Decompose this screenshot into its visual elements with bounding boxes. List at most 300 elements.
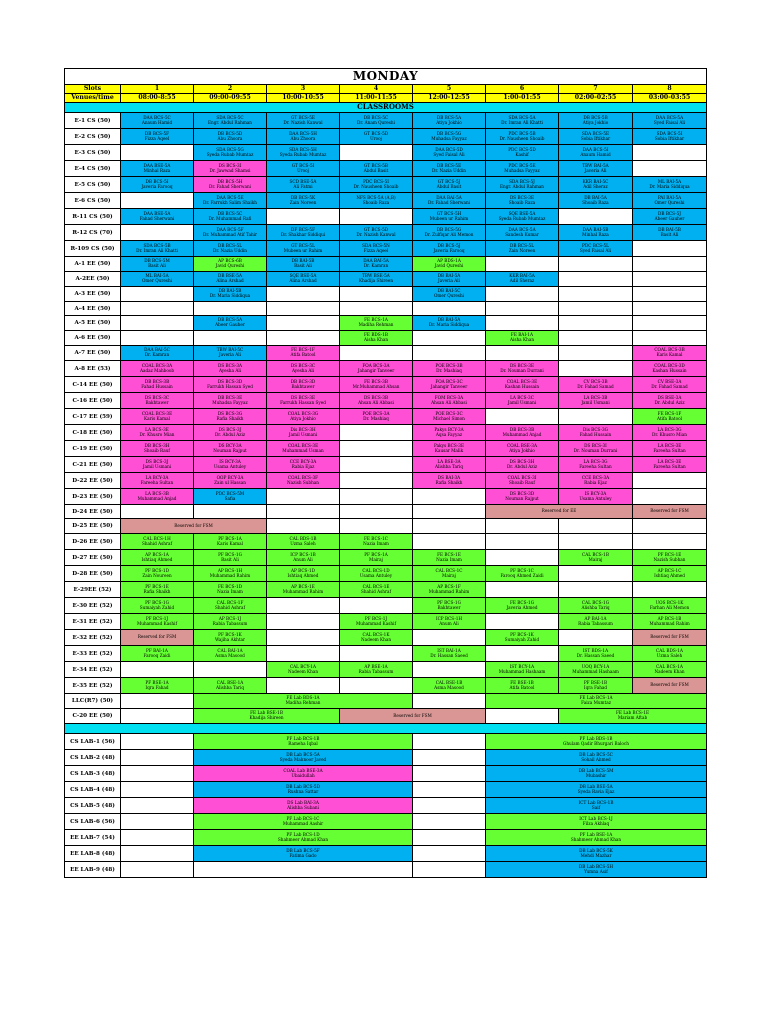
class-cell	[121, 129, 194, 145]
course-code: CCE BCS-3A	[581, 474, 610, 480]
course-code: DB Lab BCS-5C	[579, 751, 613, 757]
class-cell	[194, 441, 267, 457]
class-cell	[194, 241, 267, 257]
class-cell	[486, 830, 707, 846]
course-code: LA BCY-3A	[145, 474, 169, 480]
instructor-name: Jamil Usmani	[142, 463, 172, 469]
venue-label: C-18 EE (50)	[65, 425, 121, 441]
instructor-name: Anum Ali	[293, 556, 313, 562]
instructor-name: Anum Ali	[439, 620, 459, 626]
course-code: PF BCS-1J	[364, 615, 388, 621]
class-cell	[194, 534, 267, 550]
empty-cell	[486, 519, 559, 534]
instructor-name: Mehdi Mazhar	[580, 852, 612, 858]
class-cell	[340, 331, 413, 346]
instructor-name: Alishba Tariq	[434, 463, 464, 469]
empty-cell	[413, 489, 486, 505]
instructor-name: Muhammad Anjad	[502, 431, 542, 437]
class-cell	[486, 241, 559, 257]
instructor-name: Abeer Gauher	[654, 215, 685, 221]
course-code: DB Lab BCS-5H	[578, 863, 614, 869]
course-code: DS BSE-3A	[657, 394, 682, 400]
table-row	[65, 694, 707, 709]
venue-label: A-8 EE (53)	[65, 361, 121, 377]
empty-cell	[486, 316, 559, 331]
table-row	[65, 225, 707, 241]
empty-cell	[340, 287, 413, 302]
course-code: DB Lab BSE-5A	[579, 783, 613, 789]
empty-cell	[340, 678, 413, 694]
class-cell	[267, 257, 340, 272]
class-cell	[633, 598, 707, 614]
empty-cell	[121, 505, 194, 519]
class-cell	[413, 425, 486, 441]
reserved-cell	[121, 630, 194, 646]
class-cell	[267, 409, 340, 425]
course-code: DB BCS-3B	[509, 426, 535, 432]
course-code: GT BCS-5H	[436, 210, 462, 216]
empty-cell	[486, 534, 559, 550]
course-code: Reserved for FSM	[650, 508, 689, 514]
instructor-name: Shahid Ashraf	[214, 604, 246, 610]
instructor-name: Alishba Subani	[287, 804, 319, 810]
course-code: AP BCS-1F	[437, 583, 461, 589]
instructor-name: Dr. Maria Siddiqua	[649, 183, 690, 189]
instructor-name: Rabia Tabassum	[578, 620, 613, 626]
class-cell	[194, 766, 413, 782]
class-cell	[340, 361, 413, 377]
instructor-name: Shoaib Raza	[582, 199, 609, 205]
course-code: DAA BCS-5D	[435, 146, 463, 152]
empty-cell	[340, 505, 413, 519]
course-code: DB BCS-5J	[437, 242, 461, 248]
course-code: AP BCS-1D	[291, 567, 315, 573]
course-code: DB BCS-5M	[144, 258, 170, 264]
instructor-name: Shoaib Rauf	[144, 447, 170, 453]
instructor-name: Iqra Fahad	[145, 684, 169, 690]
course-code: PF BCS-1D	[145, 567, 169, 573]
instructor-name: Basit Ali	[148, 263, 166, 268]
table-row	[65, 582, 707, 598]
class-cell	[194, 582, 267, 598]
empty-cell	[267, 302, 340, 316]
instructor-name: Minhal Raza	[143, 167, 171, 173]
class-cell	[413, 441, 486, 457]
class-cell	[486, 489, 559, 505]
table-row	[65, 550, 707, 566]
class-cell	[633, 646, 707, 662]
instructor-name: Omer Qureshi	[141, 278, 172, 283]
class-cell	[340, 161, 413, 177]
class-cell	[559, 441, 633, 457]
class-cell	[267, 393, 340, 409]
venue-label: E-34 EE (52)	[65, 662, 121, 678]
class-cell	[486, 272, 559, 287]
instructor-name: Atifa Batool	[657, 415, 682, 421]
instructor-name: Minhal Raza	[582, 231, 609, 237]
class-cell	[267, 161, 340, 177]
course-code: AP BSE-1A	[364, 663, 388, 669]
class-cell	[633, 209, 707, 225]
venue-label: CS LAB-4 (48)	[65, 782, 121, 798]
class-cell	[121, 534, 194, 550]
class-cell	[340, 550, 413, 566]
course-code: FE BSE-1B	[510, 679, 534, 685]
instructor-name: Jamil Usmani	[288, 431, 318, 437]
instructor-name: Dr. Muhammad Rafi	[208, 215, 252, 221]
course-code: SDA BCS-5A	[508, 114, 536, 120]
course-code: PF BCS-1J	[145, 615, 169, 621]
venue-label: E-3 CS (50)	[65, 145, 121, 161]
table-row	[65, 393, 707, 409]
class-cell	[267, 113, 340, 129]
empty-cell	[559, 316, 633, 331]
empty-cell	[413, 814, 486, 830]
class-cell	[559, 614, 633, 630]
slot-time-1: 08:00-8:55	[121, 94, 194, 103]
course-code: COAL BCS-3F	[287, 474, 319, 480]
instructor-name: Madiha Rehman	[285, 700, 321, 705]
course-code: DS BCS-3J	[145, 458, 169, 464]
class-cell	[267, 225, 340, 241]
course-code: DB BAI-5B	[218, 288, 242, 294]
course-code: DB Lab BCS-5F	[286, 847, 320, 853]
course-code: ICP BCS-1B	[290, 551, 316, 557]
class-cell	[340, 241, 413, 257]
class-cell	[413, 457, 486, 473]
class-cell	[559, 662, 633, 678]
course-code: CAL BCS-1H	[143, 535, 171, 541]
class-cell	[194, 316, 267, 331]
instructor-name: Dr. Jawwad Shamsi	[209, 167, 251, 173]
empty-cell	[340, 441, 413, 457]
class-cell	[486, 193, 559, 209]
instructor-name: Uzma Saleh	[290, 540, 316, 546]
class-cell	[340, 662, 413, 678]
instructor-name: Saif	[591, 804, 601, 810]
course-code: FE BCS-1F	[291, 347, 315, 353]
class-cell	[340, 630, 413, 646]
instructor-name: Dr. Mashiaq	[363, 415, 389, 421]
course-code: SDA BCS-5N	[362, 242, 390, 248]
empty-cell	[413, 534, 486, 550]
instructor-name: Madiha Rehman	[358, 322, 394, 327]
class-cell	[559, 129, 633, 145]
class-cell	[559, 225, 633, 241]
instructor-name: Dr. Maria Siddiqua	[428, 322, 470, 327]
instructor-name: Farooq Zaidi	[143, 652, 171, 658]
instructor-name: Mubashir	[585, 772, 607, 778]
course-code: FE BCS-3B	[364, 378, 388, 384]
slot-time-6: 1:00-01:55	[486, 94, 559, 103]
class-cell	[194, 798, 413, 814]
classrooms-band-label: CLASSROOMS	[65, 103, 707, 113]
instructor-name: Dr. Fahad Sherwani	[427, 199, 471, 205]
course-code: CAL BCS-1D	[362, 567, 390, 573]
empty-cell	[559, 630, 633, 646]
class-cell	[267, 361, 340, 377]
class-cell	[633, 377, 707, 393]
class-cell	[486, 630, 559, 646]
venue-label: E-29EE (52)	[65, 582, 121, 598]
course-code: DS BCS-3I	[584, 442, 607, 448]
course-code: DB BCS-5C	[363, 114, 389, 120]
class-cell	[194, 113, 267, 129]
instructor-name: Asma Masood	[215, 652, 245, 658]
instructor-name: Abdul Basit	[363, 167, 389, 173]
class-cell	[559, 161, 633, 177]
class-cell	[633, 550, 707, 566]
empty-cell	[340, 302, 413, 316]
class-cell	[121, 441, 194, 457]
time-row	[65, 94, 707, 103]
empty-cell	[486, 709, 559, 724]
timetable	[64, 68, 707, 878]
venue-label: A-4 EE (50)	[65, 302, 121, 316]
instructor-name: Urooj	[297, 167, 309, 173]
empty-cell	[121, 331, 194, 346]
class-cell	[194, 473, 267, 489]
instructor-name: Farooq Ahmed Zaidi	[500, 572, 544, 578]
class-cell	[194, 425, 267, 441]
empty-cell	[633, 272, 707, 287]
empty-cell	[559, 272, 633, 287]
instructor-name: Ali Fatmi	[293, 183, 313, 189]
course-code: OOP BCY-3A	[216, 474, 244, 480]
empty-cell	[340, 489, 413, 505]
course-code: DAA BCS-5A	[655, 114, 684, 120]
table-row	[65, 161, 707, 177]
empty-cell	[413, 830, 486, 846]
instructor-name: Dr. Imran Ali Khatti	[136, 247, 178, 253]
empty-cell	[633, 473, 707, 489]
instructor-name: Khadija Shireen	[249, 715, 284, 720]
instructor-name: Karis Kamal	[656, 352, 683, 357]
instructor-name: Aisha Khan	[363, 337, 389, 342]
instructor-name: Alina Arshad	[216, 278, 244, 283]
course-code: POE BCS-3A	[362, 410, 390, 416]
class-cell	[194, 489, 267, 505]
venue-label: D-26 EE (50)	[65, 534, 121, 550]
class-cell	[633, 113, 707, 129]
class-cell	[340, 393, 413, 409]
instructor-name: Shahmeer Ahmad Khan	[277, 836, 329, 842]
instructor-name: Rameha Iqbal	[288, 740, 318, 746]
table-row	[65, 473, 707, 489]
class-cell	[194, 678, 267, 694]
instructor-name: Muhammad Anjad	[137, 495, 177, 501]
table-row	[65, 113, 707, 129]
course-code: DS BCS-3D	[217, 378, 243, 384]
class-cell	[194, 598, 267, 614]
table-row	[65, 630, 707, 646]
course-code: PF BSE-1B	[583, 679, 608, 685]
course-code: SDA BCS-5J	[509, 178, 535, 184]
empty-cell	[121, 662, 194, 678]
instructor-name: Rushna Sattar	[287, 788, 319, 794]
course-code: PF BCS-1E	[657, 551, 682, 557]
reserved-cell	[633, 678, 707, 694]
instructor-name: Dr. Maria Siddiqua	[209, 293, 251, 298]
instructor-name: Kashan Hussain	[652, 367, 687, 373]
instructor-name: Fizza Aqeel	[144, 135, 170, 141]
course-code: Reserved for FSM	[650, 634, 689, 640]
empty-cell	[559, 519, 633, 534]
instructor-name: Javeria Ali	[219, 352, 241, 357]
empty-cell	[486, 257, 559, 272]
empty-cell	[413, 782, 486, 798]
instructor-name: Fizza Aqeel	[363, 247, 389, 253]
class-cell	[486, 766, 707, 782]
venue-label: E-2 CS (50)	[65, 129, 121, 145]
course-code: DB Lab BCS-5D	[286, 783, 320, 789]
course-code: IST BCY-1A	[509, 663, 535, 669]
empty-cell	[121, 193, 194, 209]
instructor-name: Dr. Farrukh Salim Shaikh	[203, 199, 257, 205]
instructor-name: Fareeha Sultan	[579, 463, 612, 469]
instructor-name: Nazish Subhan	[286, 479, 320, 485]
class-cell	[413, 225, 486, 241]
instructor-name: Fahad Hussain	[579, 431, 612, 437]
empty-cell	[121, 225, 194, 241]
class-cell	[121, 177, 194, 193]
class-cell	[267, 272, 340, 287]
instructor-name: Farrukh Hassan Syed	[280, 399, 326, 405]
table-row	[65, 241, 707, 257]
empty-cell	[121, 709, 194, 724]
instructor-name: Mairaj	[588, 556, 603, 562]
course-code: GT BCS-5I	[291, 162, 315, 168]
instructor-name: Dr. Imran Ali Khatti	[501, 119, 543, 125]
course-code: DB BCS-5A	[436, 114, 462, 120]
instructor-name: Dr. Nazia Uddin	[431, 167, 467, 173]
class-cell	[486, 393, 559, 409]
instructor-name: Javid Qureshi	[434, 263, 464, 268]
table-row	[65, 177, 707, 193]
venue-label: D-27 EE (50)	[65, 550, 121, 566]
instructor-name: Dr. Mashiaq	[436, 367, 462, 373]
course-code: NFS BCS-5A (A,B)	[356, 194, 396, 200]
course-code: KKR BAI-5A	[509, 273, 535, 279]
class-cell	[413, 145, 486, 161]
course-code: DS BCS-3D	[509, 490, 535, 496]
instructor-name: Syeda Mahnoor Javed	[279, 756, 327, 762]
instructor-name: Rafia Shaikh	[143, 588, 171, 594]
table-row	[65, 489, 707, 505]
empty-cell	[486, 614, 559, 630]
course-code: GT BCS-5D	[363, 130, 389, 136]
instructor-name: Asma Masood	[434, 684, 464, 690]
course-code: PF Lab BDS-1B	[579, 735, 613, 741]
course-code: LA BCS-3E	[657, 442, 682, 448]
class-cell	[413, 646, 486, 662]
instructor-name: Muhammad Kashif	[137, 620, 177, 626]
class-cell	[267, 550, 340, 566]
course-code: DB BCS-5A	[217, 317, 243, 323]
venue-label: D-24 EE (50)	[65, 505, 121, 519]
course-code: CAL BDS-1B	[289, 535, 317, 541]
empty-cell	[340, 457, 413, 473]
empty-cell	[413, 734, 486, 750]
course-code: PF BSE-1A	[145, 679, 169, 685]
course-code: DF BCS-5F	[291, 226, 315, 232]
instructor-name: Rabia Ejaz	[291, 463, 315, 469]
empty-cell	[121, 302, 194, 316]
venue-label: A-5 EE (50)	[65, 316, 121, 331]
course-code: CAL BCY-1A	[289, 663, 317, 669]
instructor-name: Basit Ali	[294, 263, 312, 268]
venue-label: E-4 CS (50)	[65, 161, 121, 177]
course-code: CCE BCY-3A	[289, 458, 317, 464]
course-code: GT BCS-5E	[291, 114, 315, 120]
course-code: DB BCS-3H	[144, 442, 170, 448]
class-cell	[267, 566, 340, 582]
venue-label: C-16 EE (50)	[65, 393, 121, 409]
instructor-name: Farhan Ali Memon	[649, 604, 690, 610]
empty-cell	[121, 766, 194, 782]
class-cell	[633, 441, 707, 457]
empty-cell	[486, 302, 559, 316]
instructor-name: Khadija Shireen	[358, 278, 394, 283]
slot-row	[65, 85, 707, 94]
instructor-name: Muhammad Aashir	[282, 820, 324, 826]
instructor-name: Mr.Muhammad Ahsan	[352, 383, 400, 389]
instructor-name: Nazia Imam	[217, 588, 243, 594]
class-cell	[267, 457, 340, 473]
course-code: DAA BSE-5A	[143, 162, 171, 168]
venue-label: E-1 CS (50)	[65, 113, 121, 129]
course-code: CAL BCS-1C	[435, 567, 463, 573]
class-cell	[121, 241, 194, 257]
empty-cell	[267, 209, 340, 225]
empty-cell	[267, 489, 340, 505]
course-code: UOQ BCY-1A	[581, 663, 610, 669]
class-cell	[194, 814, 413, 830]
class-cell	[559, 241, 633, 257]
class-cell	[121, 550, 194, 566]
empty-cell	[267, 598, 340, 614]
empty-cell	[194, 862, 413, 878]
instructor-name: Syeda Rubab Mumtaz	[498, 215, 546, 221]
course-code: DB BAI-5A	[584, 194, 607, 200]
course-code: Reserved for FSM	[174, 522, 213, 528]
class-cell	[194, 177, 267, 193]
empty-cell	[633, 316, 707, 331]
course-code: LA BCS-3G	[583, 458, 608, 464]
course-code: AP BCS-1E	[291, 583, 315, 589]
slot-number-2: 2	[194, 85, 267, 94]
course-code: DB BCS-5D	[217, 130, 243, 136]
instructor-name: Syed Faisal Ali	[579, 247, 612, 253]
instructor-name: Javeria Farooq	[141, 183, 173, 189]
instructor-name: Jamil Usmani	[507, 399, 537, 405]
empty-cell	[121, 830, 194, 846]
course-code: PF Lab BSE-1A	[579, 831, 613, 837]
empty-cell	[633, 534, 707, 550]
instructor-name: Kausar Malik	[434, 447, 464, 453]
venue-label: D-28 EE (50)	[65, 566, 121, 582]
empty-cell	[486, 287, 559, 302]
course-code: DB BCS-5I	[145, 178, 169, 184]
empty-cell	[340, 145, 413, 161]
instructor-name: Nadeem Khan	[360, 636, 392, 642]
course-code: PF BCS-1G	[145, 599, 169, 605]
day-title: MONDAY	[65, 69, 707, 85]
table-row	[65, 257, 707, 272]
instructor-name: Sobia Iftikhar	[654, 135, 685, 141]
class-cell	[121, 678, 194, 694]
instructor-name: Shahid Ashraf	[141, 540, 173, 546]
